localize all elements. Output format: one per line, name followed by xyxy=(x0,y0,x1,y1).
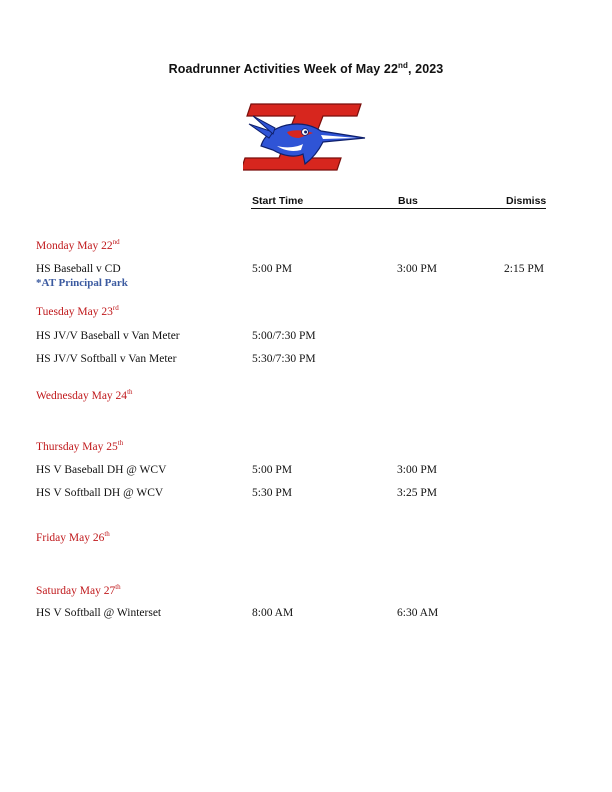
event-start-time: 5:00 PM xyxy=(252,263,292,275)
event-name: HS JV/V Baseball v Van Meter xyxy=(36,330,180,342)
page-title xyxy=(0,62,612,76)
event-name: HS V Softball @ Winterset xyxy=(36,607,162,619)
event-name: HS Baseball v CD xyxy=(36,263,121,275)
event-start-time: 5:30 PM xyxy=(252,487,292,499)
day-heading-friday xyxy=(36,532,110,544)
day-heading-thursday xyxy=(36,441,123,453)
event-start-time: 5:00/7:30 PM xyxy=(252,330,316,342)
event-start-time: 5:00 PM xyxy=(252,464,292,476)
event-location-note: *AT Principal Park xyxy=(36,277,128,289)
day-ordinal: th xyxy=(104,530,110,538)
header-divider xyxy=(251,208,546,209)
day-ordinal: th xyxy=(115,583,121,591)
day-name: Tuesday May 23 xyxy=(36,306,113,318)
day-heading-monday xyxy=(36,240,120,252)
event-name: HS V Baseball DH @ WCV xyxy=(36,464,167,476)
event-bus-time: 3:00 PM xyxy=(397,464,437,476)
day-ordinal: th xyxy=(117,439,124,447)
title-year: , 2023 xyxy=(408,62,444,76)
event-name: HS V Softball DH @ WCV xyxy=(36,487,164,499)
day-ordinal: th xyxy=(127,388,133,396)
roadrunner-logo-icon xyxy=(243,102,369,174)
title-superscript: nd xyxy=(398,61,408,70)
column-header-dismiss: Dismiss xyxy=(506,195,547,207)
day-heading-saturday xyxy=(36,585,121,597)
event-bus-time: 3:00 PM xyxy=(397,263,437,275)
day-name: Monday May 22 xyxy=(36,240,113,252)
event-dismiss-time: 2:15 PM xyxy=(504,263,544,275)
column-header-start-time: Start Time xyxy=(252,195,304,207)
event-bus-time: 3:25 PM xyxy=(397,487,437,499)
day-name: Wednesday May 24 xyxy=(36,390,128,402)
day-name: Friday May 26 xyxy=(36,532,105,544)
title-text: Roadrunner Activities Week of May 22 xyxy=(168,62,399,76)
event-start-time: 5:30/7:30 PM xyxy=(252,353,316,365)
event-bus-time: 6:30 AM xyxy=(397,607,439,619)
day-name: Saturday May 27 xyxy=(36,585,116,597)
day-ordinal: nd xyxy=(112,238,120,246)
day-heading-tuesday xyxy=(36,306,119,318)
event-start-time: 8:00 AM xyxy=(252,607,294,619)
day-ordinal: rd xyxy=(112,304,119,312)
column-header-bus: Bus xyxy=(398,195,418,207)
day-heading-wednesday xyxy=(36,390,133,402)
day-name: Thursday May 25 xyxy=(36,441,118,453)
event-name: HS JV/V Softball v Van Meter xyxy=(36,353,177,365)
